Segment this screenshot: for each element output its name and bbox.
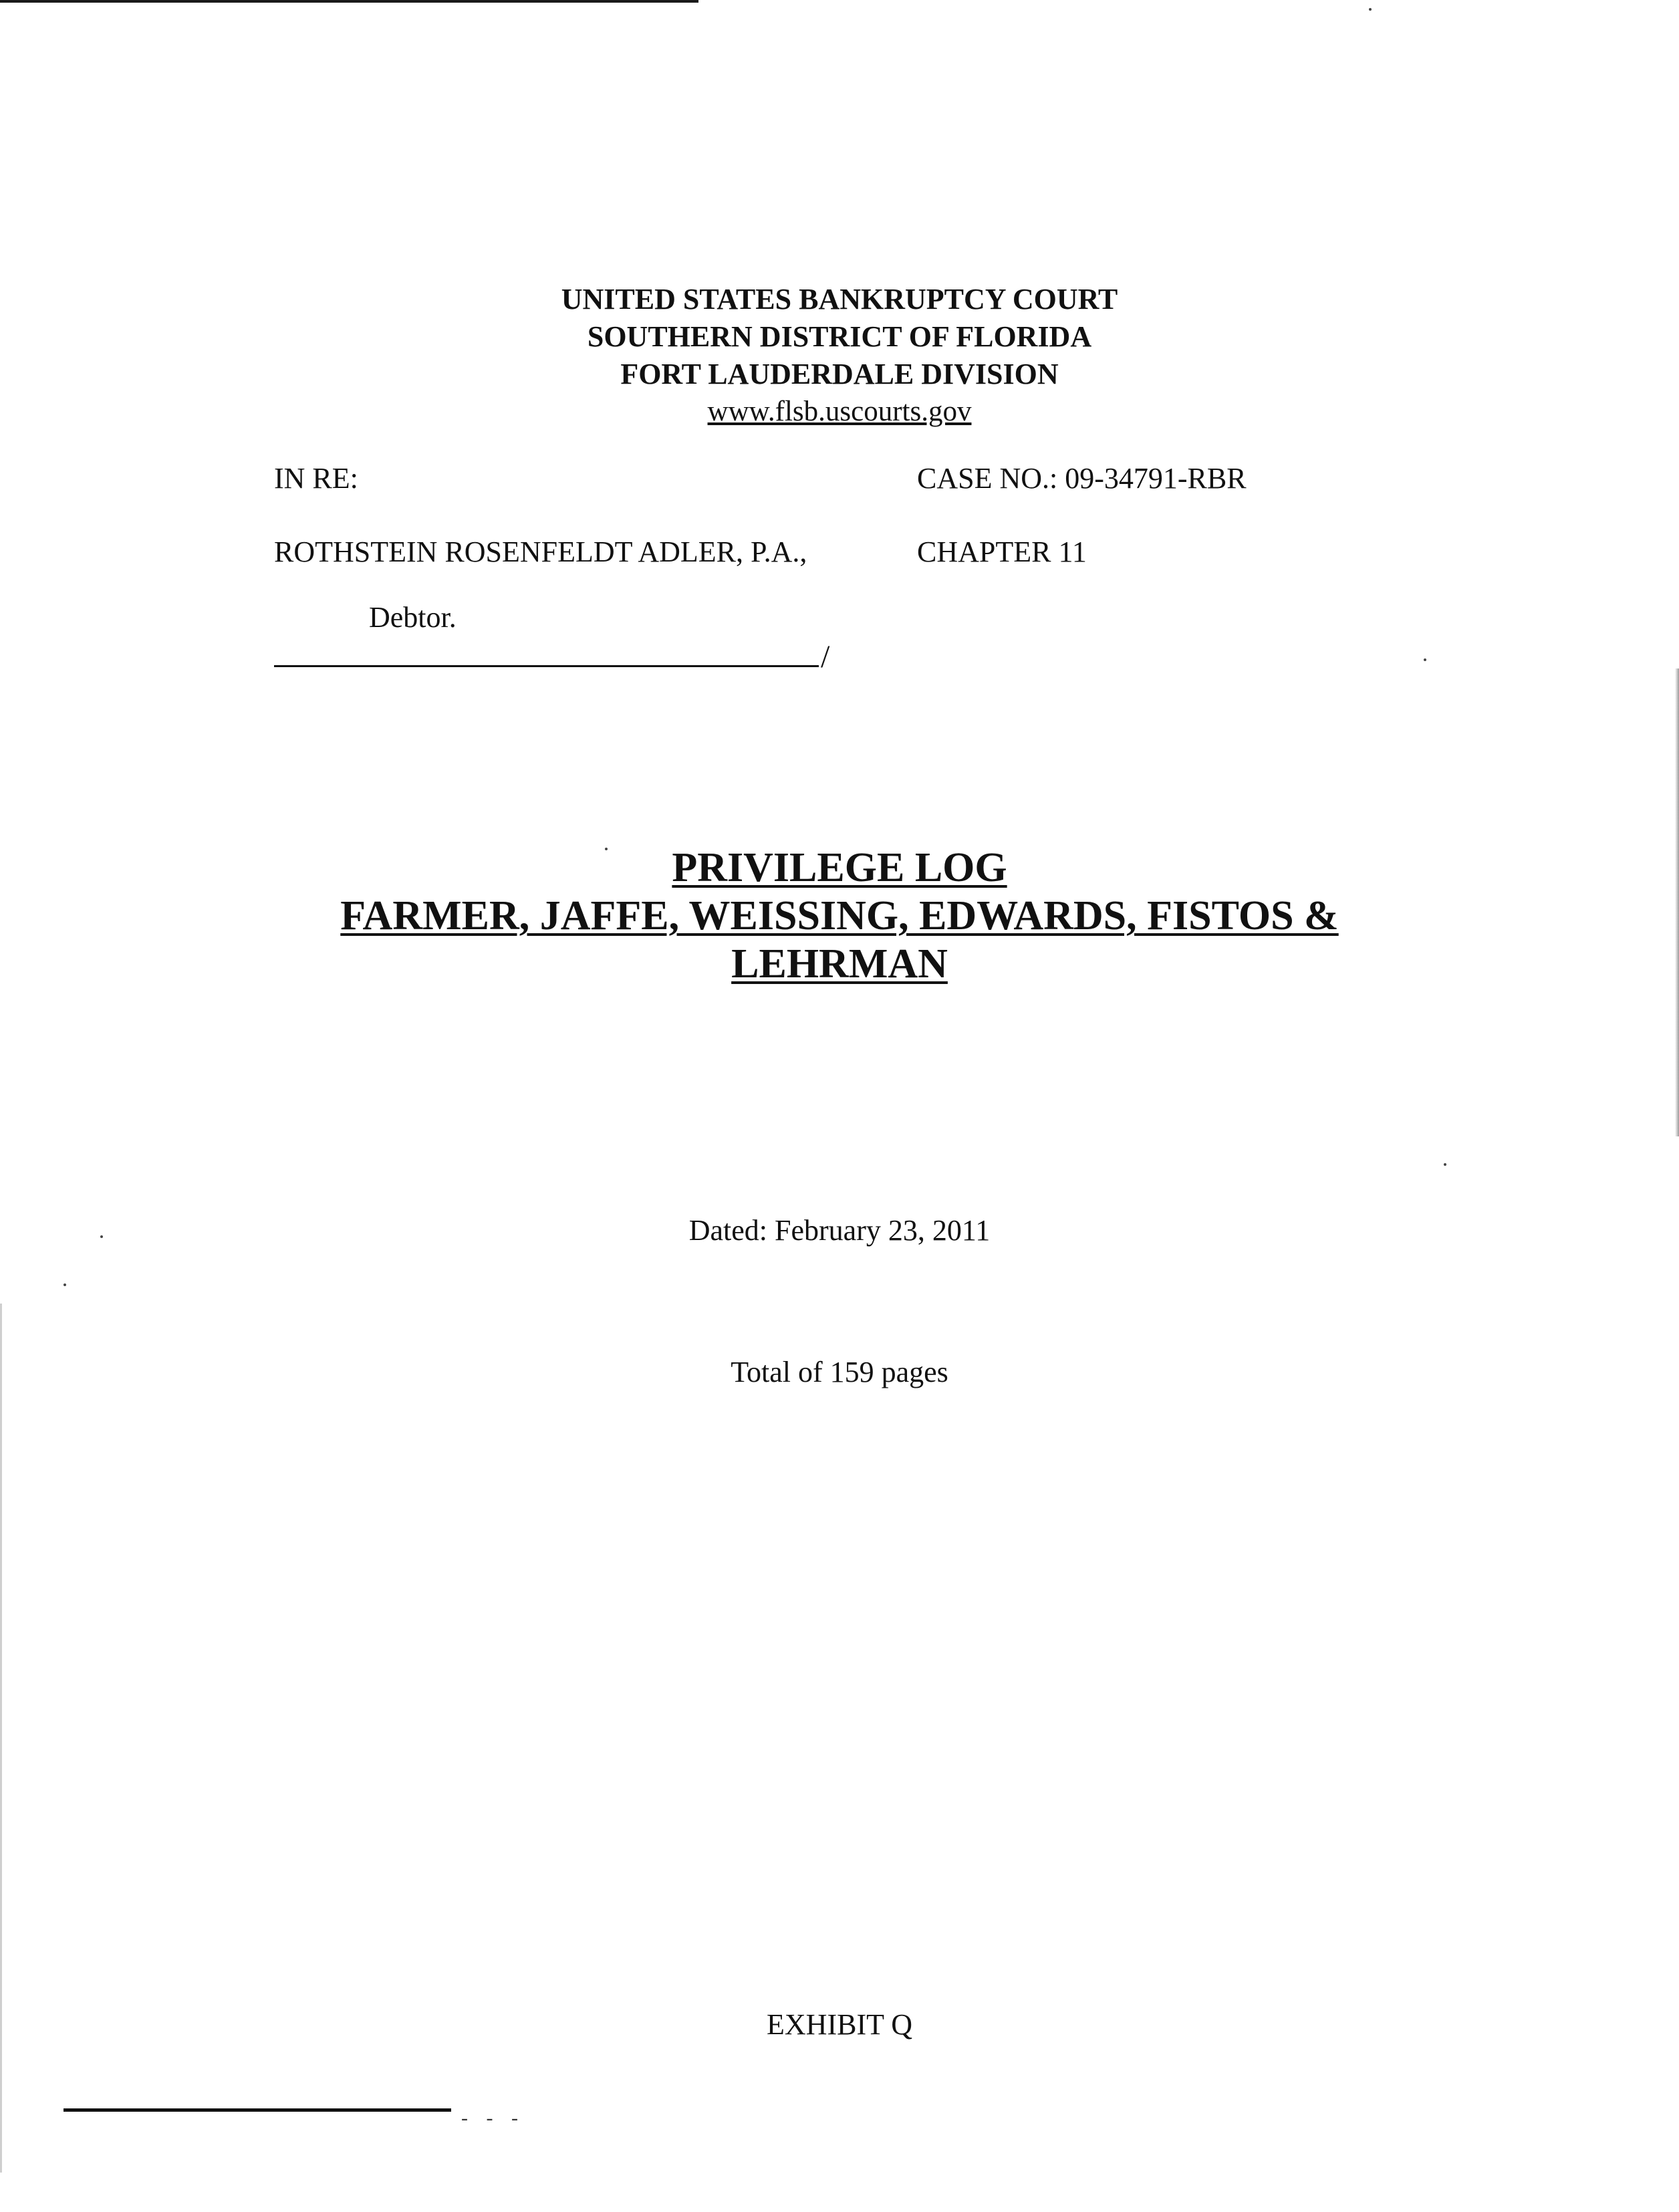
scan-speck xyxy=(1369,8,1372,11)
case-number: CASE NO.: 09-34791-RBR xyxy=(917,462,1247,495)
footer-dashes: - - - xyxy=(461,2107,525,2129)
title-line-3: LEHRMAN xyxy=(731,941,948,987)
scan-speck xyxy=(1424,658,1426,661)
court-division: FORT LAUDERDALE DIVISION xyxy=(620,358,1059,390)
title-line-1: PRIVILEGE LOG xyxy=(672,845,1007,890)
exhibit-label: EXHIBIT Q xyxy=(767,2008,912,2041)
court-header xyxy=(0,281,1679,431)
scan-speck xyxy=(1444,1163,1446,1166)
scan-artifact-top-line xyxy=(0,0,698,3)
court-name: UNITED STATES BANKRUPTCY COURT xyxy=(561,283,1118,316)
court-district: SOUTHERN DISTRICT OF FLORIDA xyxy=(587,320,1092,353)
chapter-label: CHAPTER 11 xyxy=(917,535,1087,568)
caption-slash: / xyxy=(821,639,830,674)
debtor-name: ROTHSTEIN ROSENFELDT ADLER, P.A., xyxy=(274,535,807,568)
scan-speck xyxy=(63,1283,66,1286)
scan-artifact-left-edge xyxy=(0,1304,2,2173)
caption-rule xyxy=(274,665,819,667)
court-website-link[interactable]: www.flsb.uscourts.gov xyxy=(707,396,972,427)
total-pages: Total of 159 pages xyxy=(731,1356,948,1388)
dated-line: Dated: February 23, 2011 xyxy=(688,1214,991,1247)
document-title xyxy=(0,844,1679,988)
in-re-label: IN RE: xyxy=(274,462,358,495)
title-line-2: FARMER, JAFFE, WEISSING, EDWARDS, FISTOS & xyxy=(340,893,1339,939)
debtor-label: Debtor. xyxy=(369,601,457,634)
footer-rule xyxy=(63,2108,451,2112)
